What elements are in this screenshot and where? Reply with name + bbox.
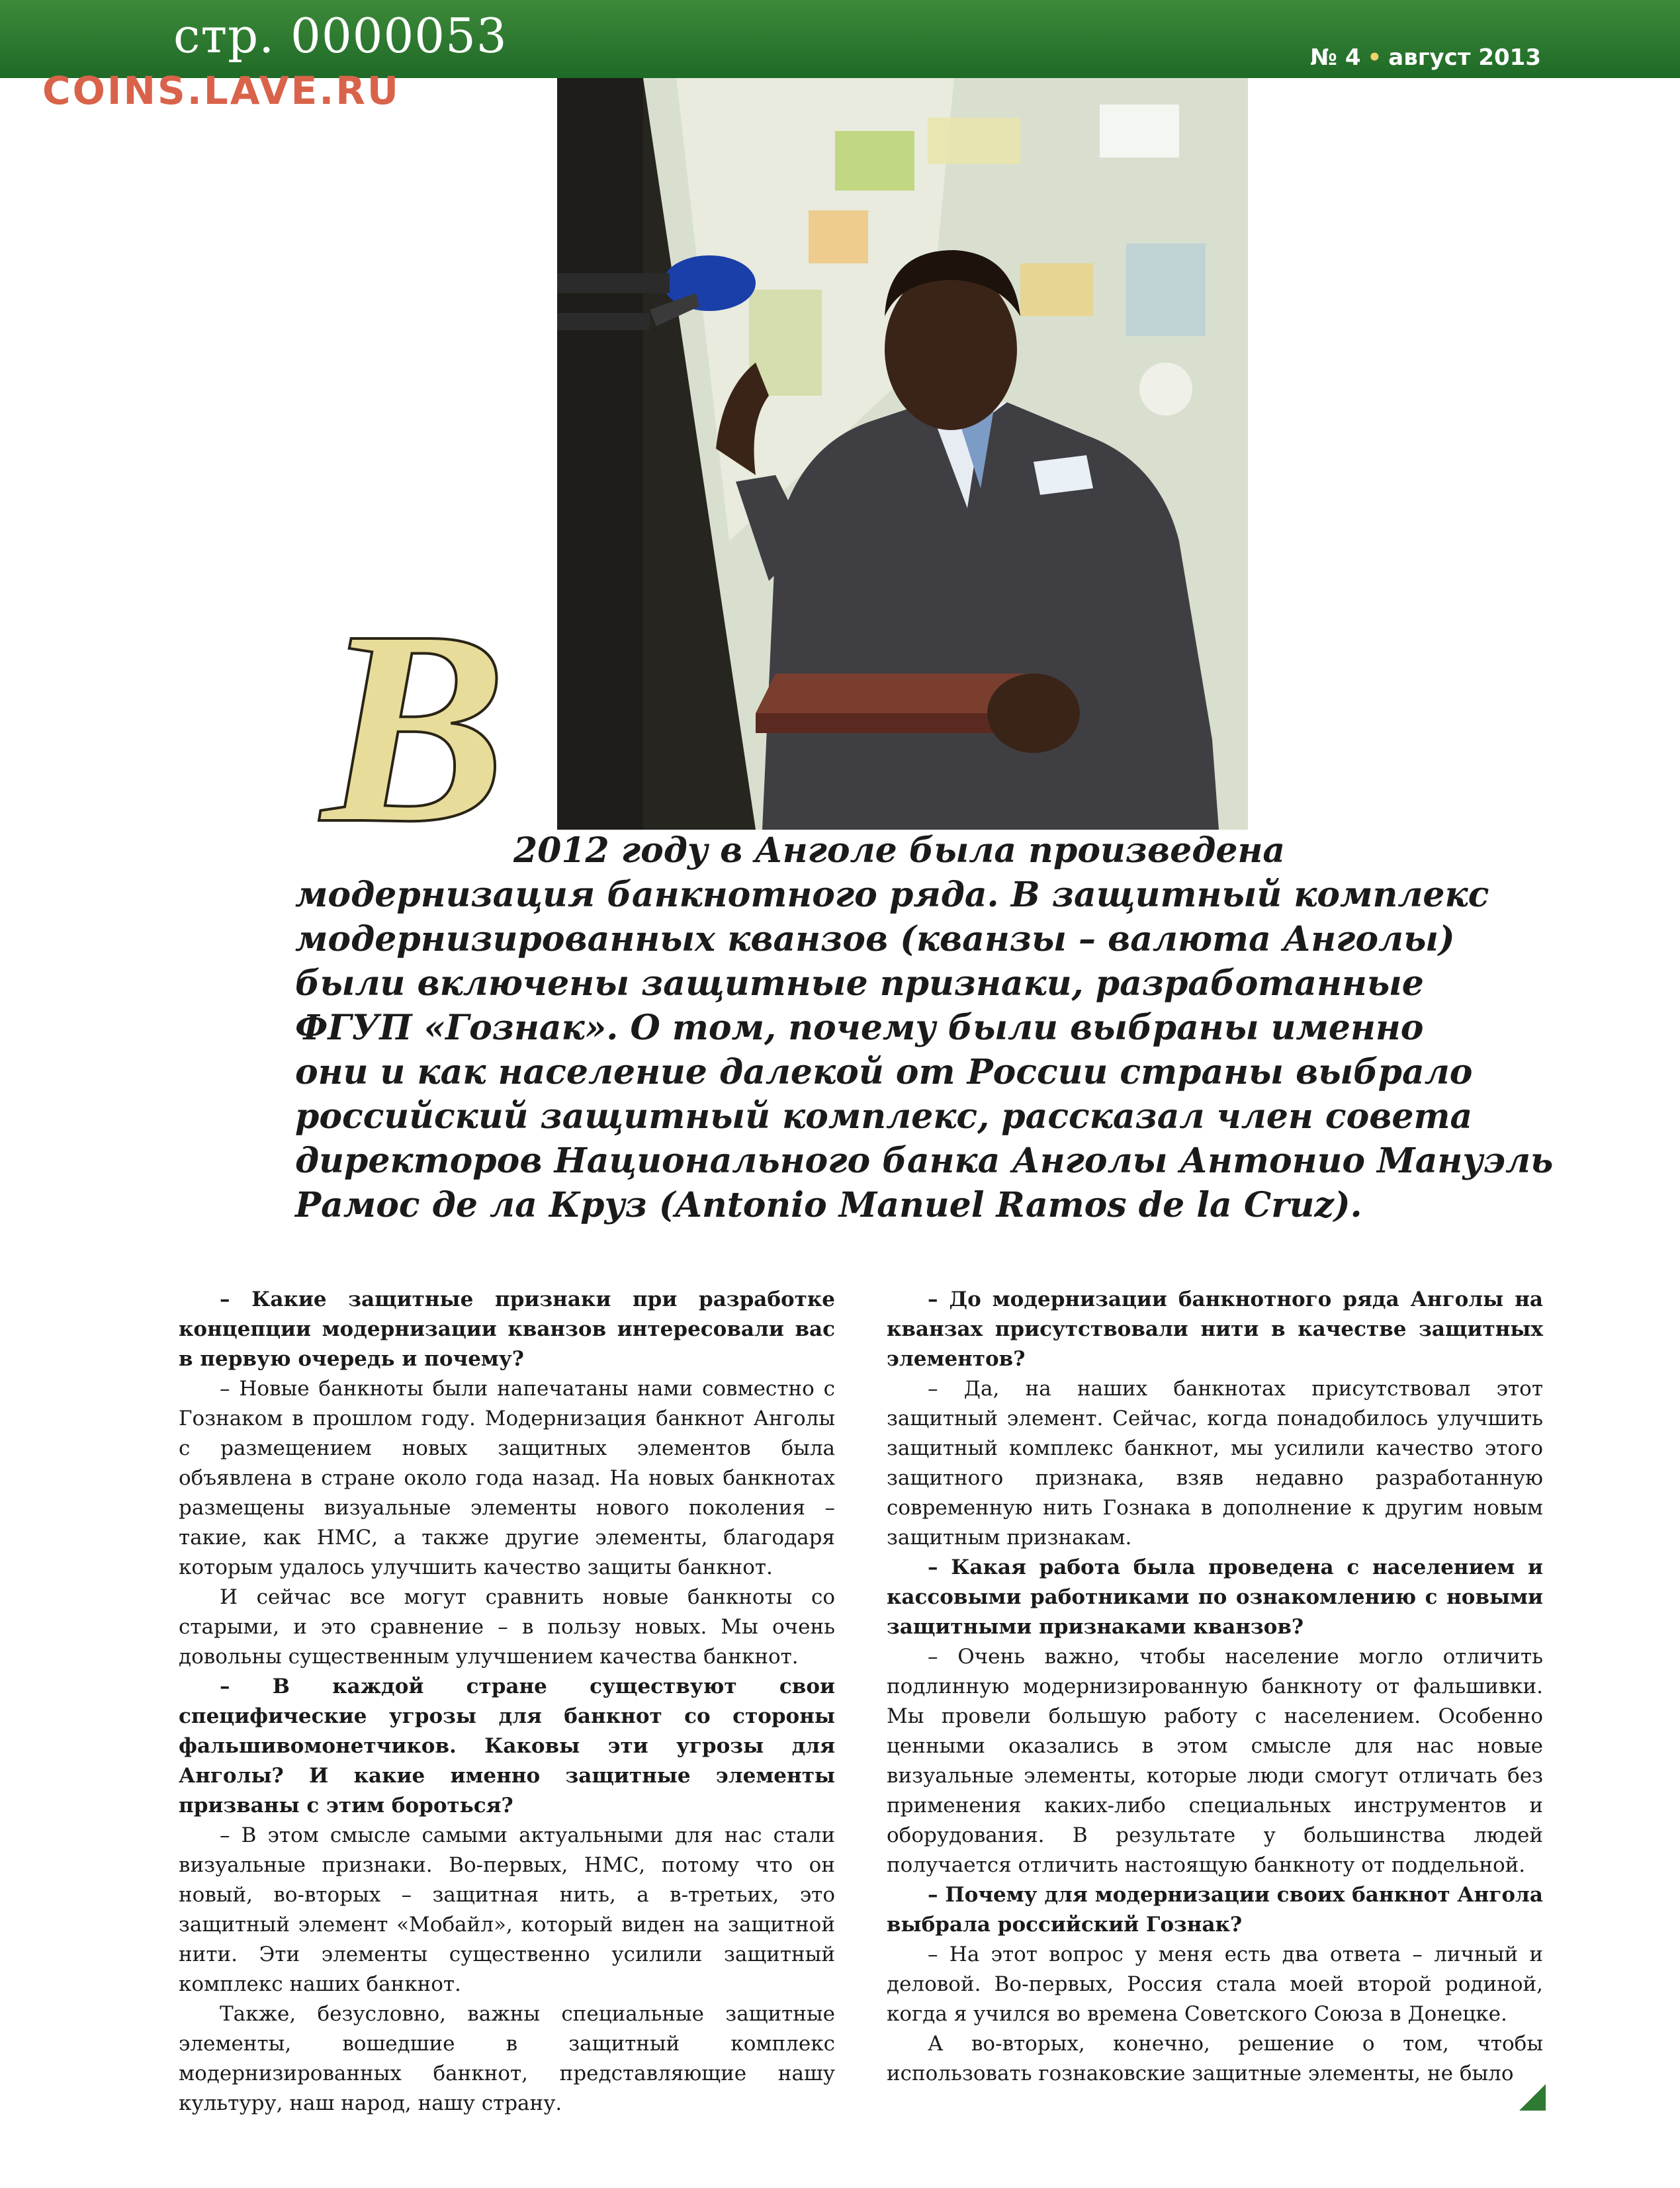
interview-answer: – Очень важно, чтобы население могло отличить подлинную модернизированную банкноту от фальшивки. Мы провели большую работу с населением. Особенно ценными оказались в этом смысле для нас новые визуальные элементы, которые люди смогут отличать без применения каких-либо специальных инструментов и оборудования. В результате у большинства людей получается отличить настоящую банкноту от поддельной. [887,1645,1543,1877]
left-column [179,1285,835,2119]
interview-answer: Также, безусловно, важны специальные защитные элементы, вошедшие в защитный комплекс модернизированных банкнот, представляющие нашу культуру, наш народ, нашу страну. [179,2002,835,2115]
site-watermark: COINS.LAVE.RU [42,68,401,113]
lead-line: ФГУП «Гознак». О том, почему были выбраны именно [295,1008,1424,1048]
lead-line: модернизированных кванзов (кванзы – валюта Анголы) [295,919,1455,959]
lead-line: они и как население далекой от России страны выбрало [295,1052,1473,1092]
speaker-photo-illustration [557,78,1248,830]
interview-question: – Какие защитные признаки при разработке концепции модернизации кванзов интересовали вас в первую очередь и почему? [179,1288,835,1371]
interview-answer: – Новые банкноты были напечатаны нами совместно с Гознаком в прошлом году. Модернизация банкнот Анголы с размещением новых защитных элементов была объявлена в стране около года назад. На новых банкнотах размещены визуальные элементы нового поколения – такие, как НМС, а также другие элементы, благодаря которым удалось улучшить качество защиты банкнот. [179,1377,835,1579]
lead-line: российский защитный комплекс, рассказал член совета [295,1096,1473,1137]
lead-line: директоров Национального банка Анголы Антонио Мануэль [295,1141,1554,1181]
lead-line: Рамос де ла Круз (Antonio Manuel Ramos de la Cruz). [295,1185,1362,1225]
interview-question: – До модернизации банкнотного ряда Анголы на кванзах присутствовали нити в качестве защитных элементов? [887,1288,1543,1371]
right-column [887,1285,1543,2089]
interview-answer: А во-вторых, конечно, решение о том, чтобы использовать гознаковские защитные элементы, не было [887,2032,1543,2085]
interview-question: – В каждой стране существуют свои специфические угрозы для банкнот со стороны фальшивомонетчиков. Каковы эти угрозы для Анголы? И какие именно защитные элементы призваны с этим бороться? [179,1675,835,1817]
speaker-photo [557,78,1248,830]
article-lead [295,828,1554,1227]
lead-line: модернизация банкнотного ряда. В защитный комплекс [295,875,1489,915]
interview-answer: И сейчас все могут сравнить новые банкноты со старыми, и это сравнение – в пользу новых. Мы очень довольны существенным улучшением качества банкнот. [179,1585,835,1669]
drop-cap-letter: В [321,595,508,873]
interview-answer: – На этот вопрос у меня есть два ответа – личный и деловой. Во-первых, Россия стала моей второй родиной, когда я учился во времена Советского Союза в Донецке. [887,1943,1543,2026]
interview-answer: – Да, на наших банкнотах присутствовал этот защитный элемент. Сейчас, когда понадобилось улучшить защитный комплекс банкнот, мы усилили качество этого защитного признака, взяв недавно разработанную современную нить Гознака в дополнение к другим новым защитным признакам. [887,1377,1543,1550]
interview-answer: – В этом смысле самыми актуальными для нас стали визуальные признаки. Во-первых, НМС, потому что он новый, во-вторых – защитная нить, а в-третьих, это защитный элемент «Мобайл», который виден на защитной нити. Эти элементы существенно усилили защитный комплекс наших банкнот. [179,1823,835,1996]
lead-line: были включены защитные признаки, разработанные [295,963,1424,1004]
lead-line: 2012 году в Анголе была произведена [513,830,1286,871]
page-stamp: стр. 0000053 [173,8,508,64]
issue-date: август 2013 [1388,44,1541,71]
issue-label [1310,46,1541,69]
separator-dot: • [1367,44,1382,71]
interview-question: – Почему для модернизации своих банкнот Ангола выбрала российский Гознак? [887,1883,1543,1937]
page-corner-triangle-icon [1519,2084,1546,2111]
issue-number: № 4 [1310,44,1361,71]
interview-question: – Какая работа была проведена с населением и кассовыми работниками по ознакомлению с новыми защитными признаками кванзов? [887,1555,1543,1639]
